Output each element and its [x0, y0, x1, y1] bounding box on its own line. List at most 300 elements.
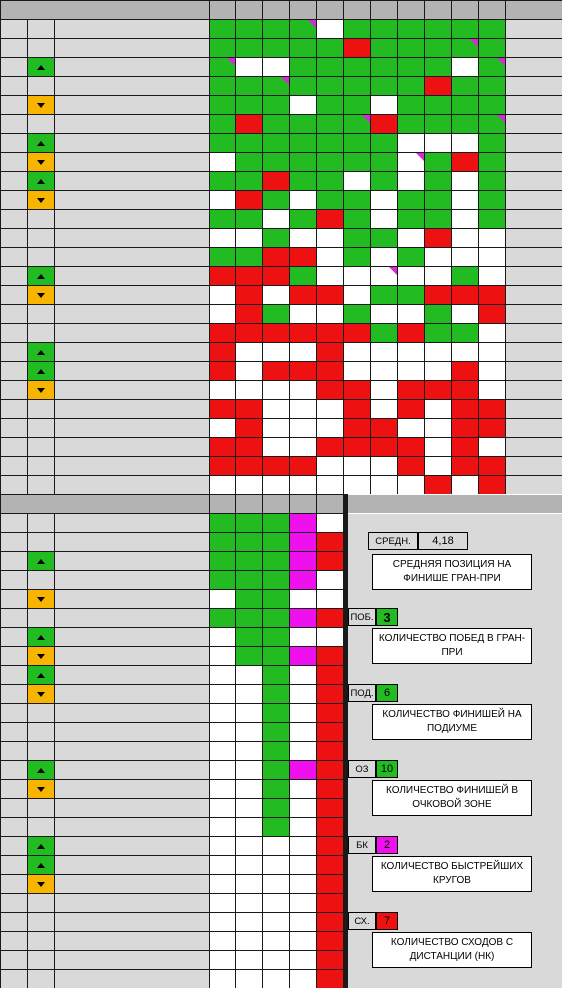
- result-cell: [371, 343, 397, 361]
- trend-cell: [28, 476, 54, 494]
- race-header: [290, 1, 316, 19]
- driver-name: [55, 115, 209, 133]
- stat-cell-pts: [263, 685, 289, 703]
- position-cell: [1, 267, 27, 285]
- stat-cell-dnf: [317, 571, 343, 589]
- result-cell: [479, 248, 505, 266]
- driver-name: [55, 191, 209, 209]
- average-cell: [506, 96, 562, 114]
- driver-name: [55, 723, 209, 741]
- driver-name: [55, 476, 209, 494]
- driver-name: [55, 20, 209, 38]
- position-cell: [1, 761, 27, 779]
- result-cell: [452, 134, 478, 152]
- driver-name: [55, 362, 209, 380]
- result-cell: [236, 343, 262, 361]
- trend-cell: [28, 590, 54, 608]
- position-cell: [1, 191, 27, 209]
- result-cell: [317, 58, 343, 76]
- result-cell: [452, 58, 478, 76]
- race-header: [398, 1, 424, 19]
- stat-cell-fl: [290, 837, 316, 855]
- stat-cell-wins: [210, 533, 235, 551]
- driver-name: [55, 343, 209, 361]
- stat-cell-pts: [263, 647, 289, 665]
- stat-cell-wins: [210, 552, 235, 570]
- race-header: [425, 1, 451, 19]
- result-cell: [371, 58, 397, 76]
- race-header: [210, 1, 235, 19]
- trend-cell: [28, 609, 54, 627]
- result-cell: [479, 229, 505, 247]
- result-cell: [210, 476, 235, 494]
- result-cell: [425, 343, 451, 361]
- result-cell: [425, 305, 451, 323]
- stat-cell-pts: [263, 932, 289, 950]
- result-cell: [263, 438, 289, 456]
- result-cell: [344, 362, 370, 380]
- legend-fastest-label: БК: [348, 836, 376, 854]
- result-cell: [398, 476, 424, 494]
- result-cell: [371, 172, 397, 190]
- average-cell: [506, 115, 562, 133]
- race-header: [317, 1, 343, 19]
- stat-cell-wins: [210, 704, 235, 722]
- result-cell: [317, 343, 343, 361]
- trend-cell: [28, 761, 54, 779]
- arrow-down-icon: [37, 103, 45, 108]
- result-cell: [263, 20, 289, 38]
- arrow-up-icon: [37, 635, 45, 640]
- legend-avg-value: 4,18: [418, 532, 468, 550]
- result-cell: [371, 115, 397, 133]
- result-cell: [398, 343, 424, 361]
- result-cell: [371, 191, 397, 209]
- result-cell: [317, 324, 343, 342]
- stat-cell-fl: [290, 666, 316, 684]
- position-cell: [1, 362, 27, 380]
- stat-cell-pod: [236, 742, 262, 760]
- stat-cell-wins: [210, 780, 235, 798]
- result-cell: [452, 457, 478, 475]
- result-cell: [236, 172, 262, 190]
- position-cell: [1, 913, 27, 931]
- result-cell: [236, 267, 262, 285]
- legend-dnf-desc: КОЛИЧЕСТВО СХОДОВ С ДИСТАНЦИИ (НК): [372, 932, 532, 968]
- legend-points-value: 10: [376, 760, 398, 778]
- stat-cell-pts: [263, 571, 289, 589]
- stat-cell-fl: [290, 799, 316, 817]
- driver-name: [55, 39, 209, 57]
- result-cell: [425, 419, 451, 437]
- result-cell: [236, 381, 262, 399]
- result-cell: [452, 172, 478, 190]
- result-cell: [425, 20, 451, 38]
- race-header: [263, 1, 289, 19]
- trend-cell: [28, 229, 54, 247]
- result-cell: [425, 77, 451, 95]
- trend-cell: [28, 666, 54, 684]
- result-cell: [317, 438, 343, 456]
- result-cell: [290, 438, 316, 456]
- race-header: [344, 1, 370, 19]
- stat-cell-pod: [236, 647, 262, 665]
- stat-cell-fl: [290, 552, 316, 570]
- stat-cell-wins: [210, 951, 235, 969]
- result-cell: [317, 20, 343, 38]
- result-cell: [398, 229, 424, 247]
- stat-cell-pod: [236, 666, 262, 684]
- stat-cell-pts: [263, 723, 289, 741]
- result-cell: [263, 362, 289, 380]
- result-cell: [210, 191, 235, 209]
- result-cell: [479, 476, 505, 494]
- result-cell: [398, 419, 424, 437]
- result-cell: [371, 248, 397, 266]
- result-cell: [263, 457, 289, 475]
- result-cell: [210, 172, 235, 190]
- position-cell: [1, 58, 27, 76]
- fastest-lap-marker-icon: [497, 58, 505, 66]
- result-cell: [371, 134, 397, 152]
- result-cell: [344, 324, 370, 342]
- legend-points-desc: КОЛИЧЕСТВО ФИНИШЕЙ В ОЧКОВОЙ ЗОНЕ: [372, 780, 532, 816]
- average-cell: [506, 267, 562, 285]
- result-cell: [344, 77, 370, 95]
- stat-cell-fl: [290, 856, 316, 874]
- result-cell: [236, 438, 262, 456]
- stat-cell-pts: [263, 742, 289, 760]
- result-cell: [479, 305, 505, 323]
- result-cell: [479, 400, 505, 418]
- result-cell: [236, 210, 262, 228]
- position-cell: [1, 400, 27, 418]
- result-cell: [452, 419, 478, 437]
- stat-cell-fl: [290, 894, 316, 912]
- driver-name: [55, 856, 209, 874]
- result-cell: [425, 324, 451, 342]
- driver-name: [55, 799, 209, 817]
- trend-cell: [28, 210, 54, 228]
- result-cell: [263, 153, 289, 171]
- result-cell: [317, 286, 343, 304]
- result-cell: [479, 362, 505, 380]
- result-cell: [425, 58, 451, 76]
- stat-cell-pod: [236, 609, 262, 627]
- stat-cell-pod: [236, 799, 262, 817]
- result-cell: [425, 172, 451, 190]
- trend-cell: [28, 704, 54, 722]
- trend-cell: [28, 875, 54, 893]
- average-cell: [506, 248, 562, 266]
- trend-cell: [28, 96, 54, 114]
- stat-cell-pod: [236, 723, 262, 741]
- stat-cell-pts: [263, 609, 289, 627]
- stat-cell-wins: [210, 514, 235, 532]
- result-cell: [210, 229, 235, 247]
- driver-name: [55, 457, 209, 475]
- driver-name: [55, 286, 209, 304]
- stat-cell-wins: [210, 894, 235, 912]
- arrow-down-icon: [37, 787, 45, 792]
- stat-cell-wins: [210, 647, 235, 665]
- average-cell: [506, 39, 562, 57]
- result-cell: [317, 191, 343, 209]
- result-cell: [479, 20, 505, 38]
- result-cell: [290, 77, 316, 95]
- trend-cell: [28, 818, 54, 836]
- stat-cell-wins: [210, 666, 235, 684]
- position-cell: [1, 799, 27, 817]
- result-cell: [398, 210, 424, 228]
- result-cell: [236, 20, 262, 38]
- driver-name: [55, 419, 209, 437]
- arrow-down-icon: [37, 160, 45, 165]
- result-cell: [479, 96, 505, 114]
- position-cell: [1, 742, 27, 760]
- fastest-lap-marker-icon: [389, 267, 397, 275]
- stat-cell-fl: [290, 571, 316, 589]
- result-cell: [344, 476, 370, 494]
- legend-avg-desc: СРЕДНЯЯ ПОЗИЦИЯ НА ФИНИШЕ ГРАН-ПРИ: [372, 554, 532, 590]
- stat-cell-pod: [236, 818, 262, 836]
- result-cell: [371, 381, 397, 399]
- stat-cell-pod: [236, 628, 262, 646]
- position-cell: [1, 571, 27, 589]
- result-cell: [371, 324, 397, 342]
- stat-cell-pod: [236, 685, 262, 703]
- position-cell: [1, 419, 27, 437]
- arrow-up-icon: [37, 274, 45, 279]
- result-cell: [344, 96, 370, 114]
- trend-cell: [28, 742, 54, 760]
- stat-cell-dnf: [317, 856, 343, 874]
- trend-cell: [28, 514, 54, 532]
- driver-name: [55, 666, 209, 684]
- driver-name: [55, 267, 209, 285]
- race-header: [479, 1, 505, 19]
- result-cell: [452, 362, 478, 380]
- result-cell: [210, 115, 235, 133]
- result-cell: [210, 58, 235, 76]
- stat-cell-pts: [263, 761, 289, 779]
- result-cell: [452, 229, 478, 247]
- stat-cell-pts: [263, 514, 289, 532]
- stat-cell-fl: [290, 818, 316, 836]
- result-cell: [344, 229, 370, 247]
- driver-name: [55, 837, 209, 855]
- result-cell: [236, 153, 262, 171]
- stat-cell-wins: [210, 723, 235, 741]
- stat-header: [290, 495, 316, 513]
- stat-cell-pts: [263, 799, 289, 817]
- stat-cell-dnf: [317, 837, 343, 855]
- result-cell: [263, 96, 289, 114]
- result-cell: [452, 20, 478, 38]
- position-cell: [1, 856, 27, 874]
- driver-name: [55, 628, 209, 646]
- trend-cell: [28, 837, 54, 855]
- result-cell: [371, 77, 397, 95]
- result-cell: [290, 229, 316, 247]
- result-cell: [425, 39, 451, 57]
- result-cell: [263, 286, 289, 304]
- stat-cell-pod: [236, 932, 262, 950]
- result-cell: [371, 229, 397, 247]
- result-cell: [479, 438, 505, 456]
- stat-cell-wins: [210, 590, 235, 608]
- arrow-up-icon: [37, 559, 45, 564]
- result-cell: [479, 286, 505, 304]
- trend-cell: [28, 381, 54, 399]
- result-cell: [236, 77, 262, 95]
- result-cell: [479, 324, 505, 342]
- stat-cell-pts: [263, 894, 289, 912]
- result-cell: [210, 305, 235, 323]
- position-cell: [1, 552, 27, 570]
- result-cell: [344, 457, 370, 475]
- driver-name: [55, 875, 209, 893]
- result-cell: [263, 172, 289, 190]
- legend-podium-desc: КОЛИЧЕСТВО ФИНИШЕЙ НА ПОДИУМЕ: [372, 704, 532, 740]
- average-cell: [506, 210, 562, 228]
- trend-cell: [28, 248, 54, 266]
- stat-cell-pod: [236, 552, 262, 570]
- stat-cell-fl: [290, 742, 316, 760]
- result-cell: [344, 172, 370, 190]
- arrow-down-icon: [37, 692, 45, 697]
- result-cell: [344, 286, 370, 304]
- result-cell: [425, 362, 451, 380]
- result-cell: [398, 286, 424, 304]
- result-cell: [317, 305, 343, 323]
- result-cell: [263, 305, 289, 323]
- result-cell: [210, 381, 235, 399]
- stat-cell-dnf: [317, 685, 343, 703]
- stat-cell-fl: [290, 609, 316, 627]
- average-cell: [506, 172, 562, 190]
- result-cell: [425, 267, 451, 285]
- result-cell: [452, 248, 478, 266]
- fastest-lap-marker-icon: [281, 77, 289, 85]
- result-cell: [371, 400, 397, 418]
- result-cell: [371, 476, 397, 494]
- stat-cell-fl: [290, 685, 316, 703]
- result-cell: [236, 476, 262, 494]
- result-cell: [398, 362, 424, 380]
- trend-cell: [28, 77, 54, 95]
- result-cell: [452, 39, 478, 57]
- result-cell: [290, 191, 316, 209]
- result-cell: [263, 210, 289, 228]
- result-cell: [210, 134, 235, 152]
- result-cell: [236, 115, 262, 133]
- result-cell: [398, 324, 424, 342]
- stat-cell-wins: [210, 742, 235, 760]
- result-cell: [236, 58, 262, 76]
- legend-podium-label: ПОД.: [348, 684, 376, 702]
- stat-cell-pts: [263, 533, 289, 551]
- result-cell: [479, 153, 505, 171]
- result-cell: [371, 20, 397, 38]
- average-cell: [506, 153, 562, 171]
- trend-cell: [28, 267, 54, 285]
- driver-name: [55, 761, 209, 779]
- fastest-lap-marker-icon: [308, 20, 316, 28]
- arrow-down-icon: [37, 654, 45, 659]
- stat-cell-pod: [236, 571, 262, 589]
- result-cell: [344, 267, 370, 285]
- result-cell: [290, 267, 316, 285]
- result-cell: [263, 248, 289, 266]
- result-cell: [263, 400, 289, 418]
- average-cell: [506, 457, 562, 475]
- race-header: [371, 1, 397, 19]
- avg-header: [506, 1, 562, 19]
- result-cell: [263, 267, 289, 285]
- result-cell: [398, 267, 424, 285]
- position-cell: [1, 324, 27, 342]
- result-cell: [263, 419, 289, 437]
- result-cell: [236, 248, 262, 266]
- result-cell: [371, 362, 397, 380]
- result-cell: [479, 343, 505, 361]
- average-cell: [506, 77, 562, 95]
- result-cell: [317, 134, 343, 152]
- stat-cell-dnf: [317, 552, 343, 570]
- result-cell: [317, 476, 343, 494]
- result-cell: [479, 419, 505, 437]
- result-cell: [290, 381, 316, 399]
- result-cell: [371, 438, 397, 456]
- result-cell: [398, 115, 424, 133]
- trend-cell: [28, 39, 54, 57]
- result-cell: [452, 324, 478, 342]
- driver-name: [55, 647, 209, 665]
- result-cell: [263, 39, 289, 57]
- result-cell: [344, 305, 370, 323]
- result-cell: [425, 210, 451, 228]
- result-cell: [236, 191, 262, 209]
- result-cell: [210, 96, 235, 114]
- stat-cell-dnf: [317, 628, 343, 646]
- stat-cell-pod: [236, 780, 262, 798]
- stat-cell-pts: [263, 913, 289, 931]
- stat-cell-dnf: [317, 761, 343, 779]
- driver-name: [55, 609, 209, 627]
- stat-cell-pts: [263, 970, 289, 988]
- stat-cell-dnf: [317, 799, 343, 817]
- legend-fastest-desc: КОЛИЧЕСТВО БЫСТРЕЙШИХ КРУГОВ: [372, 856, 532, 892]
- driver-name: [55, 77, 209, 95]
- fastest-lap-marker-icon: [470, 39, 478, 47]
- result-cell: [398, 191, 424, 209]
- result-cell: [210, 419, 235, 437]
- average-cell: [506, 419, 562, 437]
- table-title: [1, 1, 209, 19]
- result-cell: [236, 305, 262, 323]
- position-cell: [1, 115, 27, 133]
- result-cell: [371, 267, 397, 285]
- position-cell: [1, 305, 27, 323]
- position-cell: [1, 39, 27, 57]
- trend-cell: [28, 571, 54, 589]
- result-cell: [398, 172, 424, 190]
- trend-cell: [28, 419, 54, 437]
- race-header: [452, 1, 478, 19]
- stat-cell-pod: [236, 761, 262, 779]
- result-cell: [290, 248, 316, 266]
